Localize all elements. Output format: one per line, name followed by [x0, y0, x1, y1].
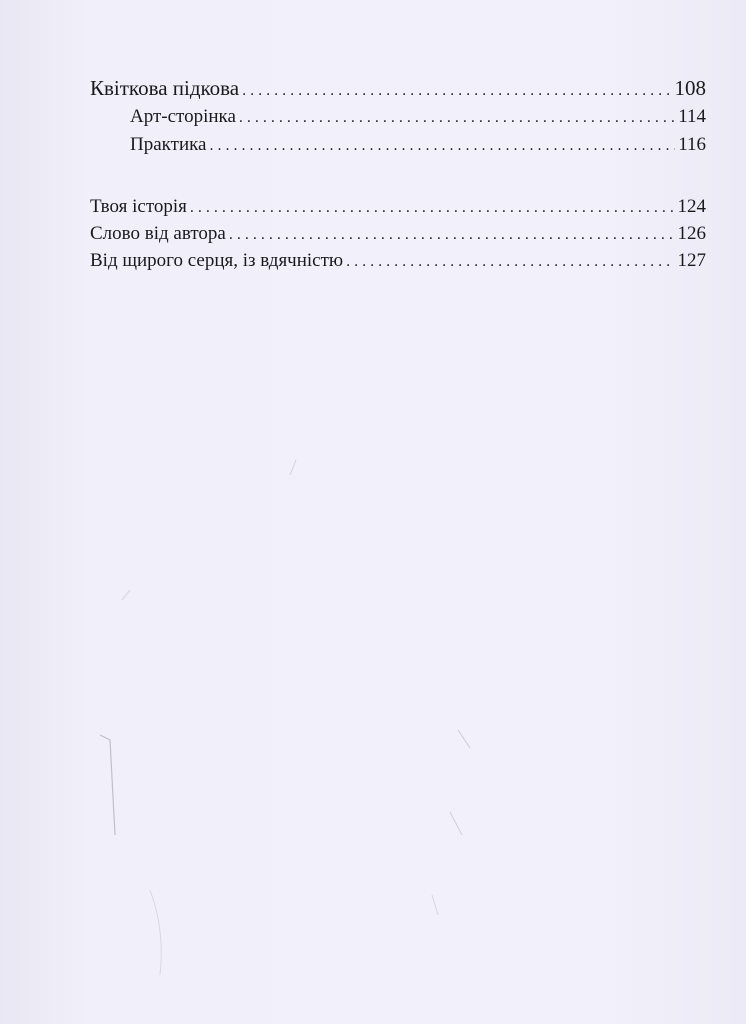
toc-group: [90, 78, 706, 163]
toc-entry-page: 127: [677, 250, 706, 271]
dot-leader: [239, 110, 675, 126]
dot-leader: [242, 83, 671, 99]
toc-entry-page: 126: [677, 223, 706, 244]
toc-entry-page: 124: [677, 196, 706, 217]
dot-leader: [229, 227, 675, 243]
toc-entry-title: Квіткова підкова: [90, 76, 240, 100]
table-of-contents: [90, 78, 706, 278]
dot-leader: [209, 138, 675, 154]
toc-entry: [90, 224, 706, 251]
toc-entry-title: Арт-сторінка: [130, 106, 236, 127]
toc-entry-page: 114: [678, 106, 706, 127]
toc-subentry: [90, 107, 706, 135]
toc-subentry: [90, 135, 706, 163]
toc-entry-page: 108: [674, 76, 706, 100]
dot-leader: [190, 200, 675, 216]
toc-entry-title: Твоя історія: [90, 196, 187, 217]
toc-entry: [90, 251, 706, 278]
dot-leader: [346, 254, 674, 270]
toc-entry-title: Від щирого серця, із вдячністю: [90, 250, 344, 271]
toc-group: [90, 197, 706, 278]
toc-entry-title: Практика: [130, 134, 207, 155]
toc-entry-title: Слово від автора: [90, 223, 226, 244]
toc-entry-page: 116: [678, 134, 706, 155]
toc-entry: [90, 197, 706, 224]
toc-entry: [90, 78, 706, 107]
